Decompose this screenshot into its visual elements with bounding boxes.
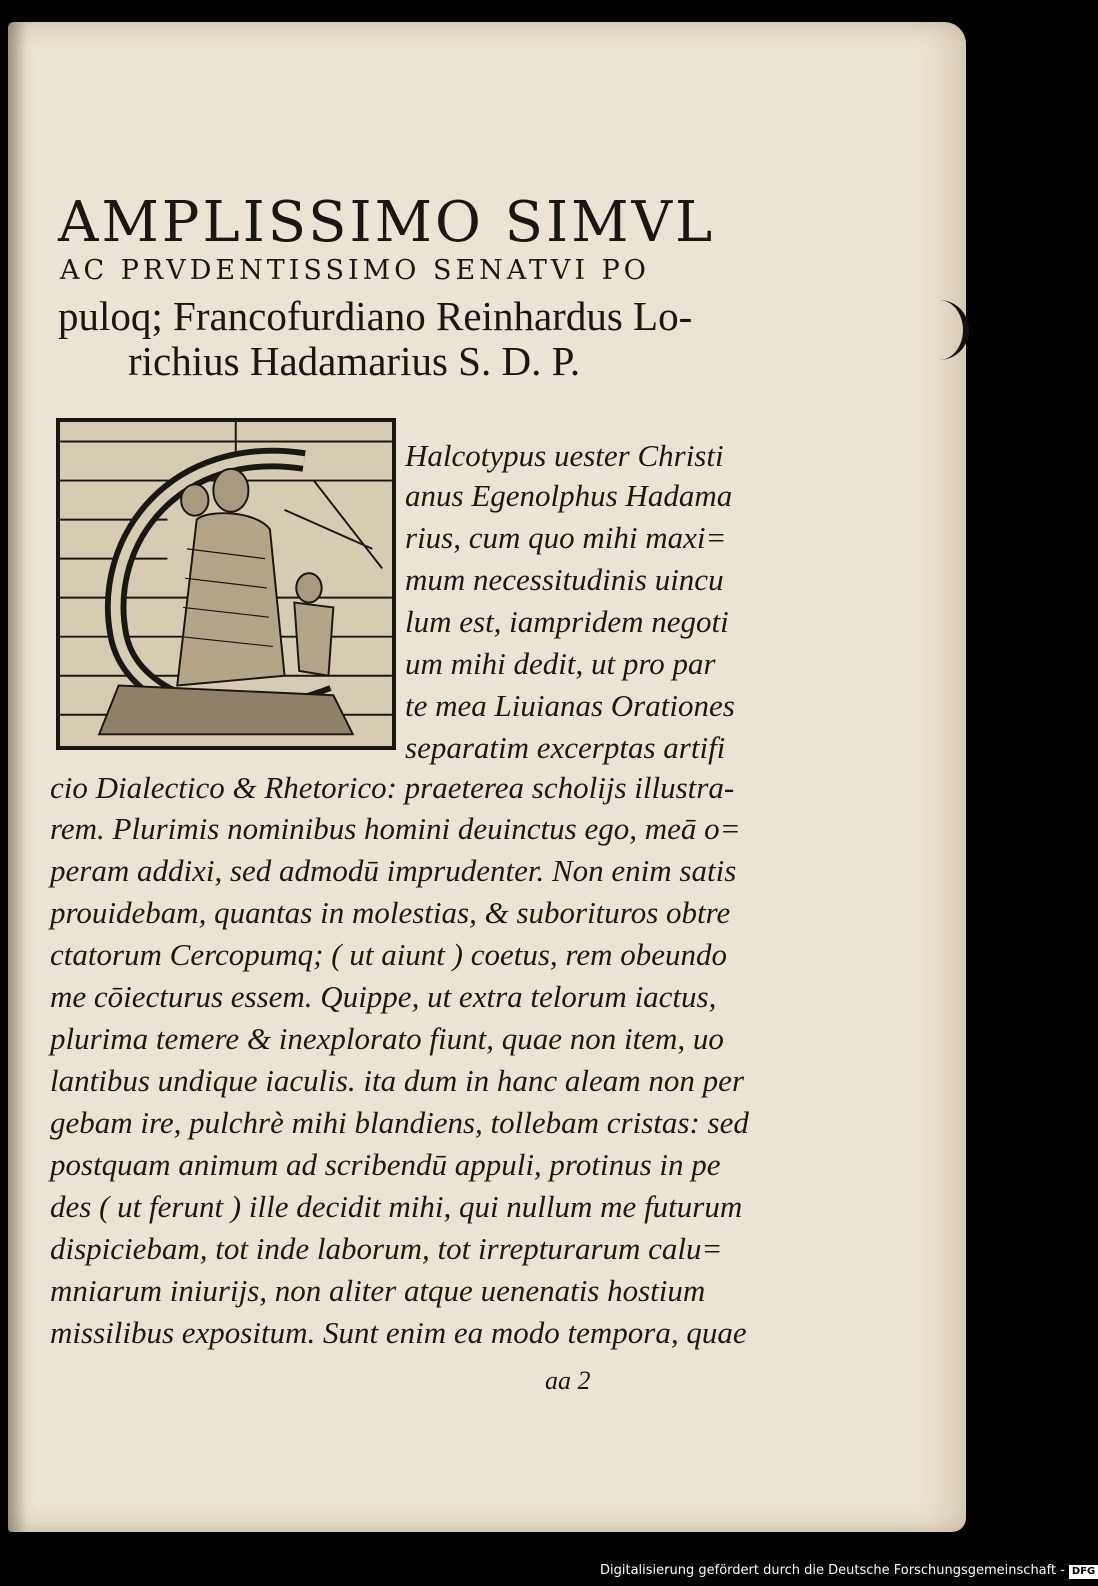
text-line: dispiciebam, tot inde laborum, tot irrepturarum calu= (50, 1231, 723, 1266)
heading-line-4: richius Hadamarius S. D. P. (128, 338, 581, 384)
heading-line-2: AC PRVDENTISSIMO SENATVI PO (60, 255, 650, 286)
text-line: mum necessitudinis uincu (405, 562, 724, 597)
dfg-logo: DFG (1069, 1565, 1098, 1579)
heading-line-3: puloq; Francofurdiano Reinhardus Lo- (58, 293, 693, 339)
text-line: missilibus expositum. Sunt enim ea modo tempora, quae (50, 1315, 747, 1350)
text-line: cio Dialectico & Rhetorico: praeterea scholijs illustra- (50, 770, 735, 805)
text-line: anus Egenolphus Hadama (405, 478, 733, 513)
text-line: prouidebam, quantas in molestias, & suborituros obtre (50, 895, 731, 930)
text-line: des ( ut ferunt ) ille decidit mihi, qui nullum me futurum (50, 1189, 743, 1224)
text-line: gebam ire, pulchrè mihi blandiens, tollebam cristas: sed (50, 1105, 749, 1140)
text-line: rius, cum quo mihi maxi= (405, 520, 727, 555)
text-line: separatim excerptas artifi (405, 730, 726, 765)
woodcut-initial-c (56, 418, 396, 750)
text-line: mniarum iniurijs, non aliter atque uenenatis hostium (50, 1273, 706, 1308)
text-line: te mea Liuianas Orationes (405, 688, 735, 723)
text-line: peram addixi, sed admodū imprudenter. Non enim satis (50, 853, 737, 888)
footer-credit (600, 1556, 1096, 1586)
text-line: lum est, iampridem negoti (405, 604, 729, 639)
text-line: plurima temere & inexplorato fiunt, quae non item, uo (50, 1021, 724, 1056)
text-line: um mihi dedit, ut pro par (405, 646, 716, 681)
text-line: ctatorum Cercopumq; ( ut aiunt ) coetus, rem obeundo (50, 937, 728, 972)
text-line: rem. Plurimis nominibus homini deuinctus ego, meā o= (50, 811, 741, 846)
woodcut-initial-illustration (60, 422, 392, 746)
heading-line-1: AMPLISSIMO SIMVL (58, 190, 716, 255)
text-line: postquam animum ad scribendū appuli, protinus in pe (50, 1147, 721, 1182)
text-line: Halcotypus uester Christi (405, 438, 724, 473)
text-line: lantibus undique iaculis. ita dum in hanc aleam non per (50, 1063, 745, 1098)
signature-mark: aa 2 (545, 1366, 591, 1395)
footer-credit-text: Digitalisierung gefördert durch die Deutsche Forschungsgemeinschaft - (600, 1563, 1065, 1578)
text-line: me cōiecturus essem. Quippe, ut extra telorum iactus, (50, 979, 717, 1014)
page-gutter-shadow (8, 22, 26, 1532)
